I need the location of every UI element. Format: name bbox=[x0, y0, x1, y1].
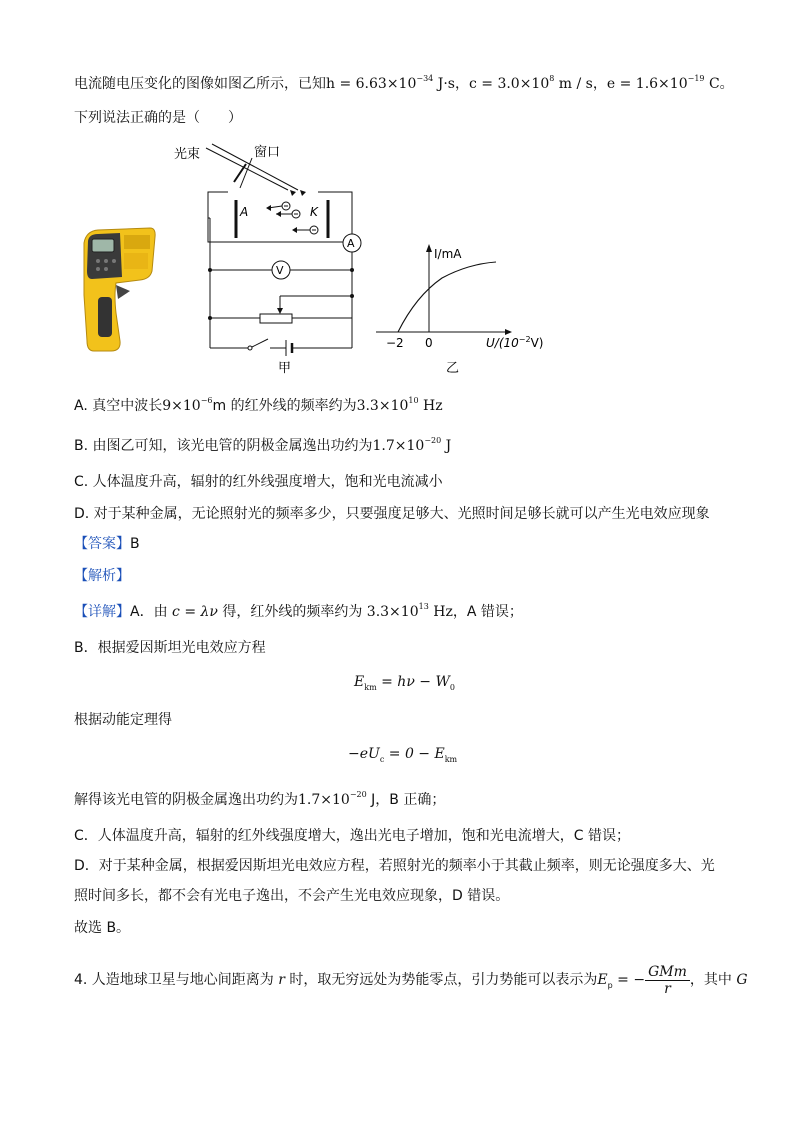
infrared-thermometer-image bbox=[78, 225, 158, 353]
intro-text: 电流随电压变化的图像如图乙所示，已知 bbox=[74, 76, 326, 92]
option-b: B. 由图乙可知，该光电管的阴极金属逸出功约为$1.7\times 10^{-20}$ J bbox=[74, 436, 452, 454]
detail-b-kinetic: 根据动能定理得 bbox=[74, 712, 172, 728]
figure-jia-caption: 甲 bbox=[278, 361, 292, 376]
y-axis-label: I/mA bbox=[434, 247, 462, 261]
switch-symbol bbox=[252, 339, 268, 347]
ammeter-label: A bbox=[347, 237, 355, 250]
intro-line-1: 电流随电压变化的图像如图乙所示，已知$h = 6.63\times 10^{-34}$ J·s，$c = 3.0\times 10^8$ m / s，$e = 1.6\times 10^{-19}$ C。 bbox=[74, 74, 734, 92]
answer-value: B bbox=[130, 536, 140, 552]
window-label: 窗口 bbox=[254, 145, 281, 160]
phototube-box bbox=[208, 192, 352, 242]
planck-constant: $h = 6.63\times 10^{-34}$ J·s bbox=[326, 74, 455, 92]
answer-tag: 【答案】 bbox=[74, 536, 130, 552]
x-axis-label: $U/(10^{-2}V)$ bbox=[486, 335, 544, 350]
analysis-tag: 【解析】 bbox=[74, 568, 130, 584]
potential-energy-fraction: $\frac{\text{GMm}}{r}$ bbox=[645, 964, 690, 997]
conclusion: 故选 B。 bbox=[74, 920, 131, 936]
anode-label: A bbox=[240, 205, 249, 219]
equation-kinetic: $-eU_c = 0 - E_{km}$ bbox=[348, 746, 458, 764]
voltmeter-label: V bbox=[276, 264, 284, 277]
detail-a: 【详解】A．由 c = λν 得，红外线的频率约为 $3.3\times 10^{13}$ Hz，A 错误； bbox=[74, 602, 523, 620]
question-4: 4. 人造地球卫星与地心间距离为 r 时，取无穷远处为势能零点，引力势能可以表示为$E_p$ = − $\frac{\text{GMm}}{r}$ ，其中 G bbox=[74, 963, 748, 997]
speed-of-light: $c = 3.0\times 10^8$ m / s bbox=[468, 74, 593, 92]
equation-photoelectric: $E_{km} = h\nu - W_0$ bbox=[354, 674, 455, 692]
option-d: D. 对于某种金属，无论照射光的频率多少，只要强度足够大、光照时间足够长就可以产生光电效应现象 bbox=[74, 506, 710, 522]
circuit-diagram bbox=[168, 138, 368, 378]
window-slit bbox=[234, 164, 246, 182]
detail-c: C．人体温度升高，辐射的红外线强度增大，逸出光电子增加，饱和光电流增大，C 错误； bbox=[74, 828, 630, 844]
question-prompt: 下列说法正确的是（ ） bbox=[74, 110, 242, 126]
rheostat-symbol bbox=[260, 314, 292, 323]
detail-d-1: D．对于某种金属，根据爱因斯坦光电效应方程，若照射光的频率小于其截止频率，则无论强度多大、光 bbox=[74, 858, 715, 874]
answer-line bbox=[74, 534, 140, 554]
iu-graph bbox=[372, 240, 552, 380]
iu-curve bbox=[398, 262, 496, 332]
cathode-label: K bbox=[310, 205, 318, 219]
option-c: C. 人体温度升高，辐射的红外线强度增大，饱和光电流减小 bbox=[74, 474, 443, 490]
elementary-charge: $e = 1.6\times 10^{-19}$ C bbox=[606, 74, 720, 92]
figure-yi-caption: 乙 bbox=[446, 361, 460, 376]
tick-neg-2: −2 bbox=[386, 336, 404, 350]
beam-label: 光束 bbox=[174, 147, 201, 162]
detail-b-intro: B．根据爱因斯坦光电效应方程 bbox=[74, 640, 266, 656]
option-a: A. 真空中波长$9\times 10^{-6}m$ 的红外线的频率约为$3.3\times 10^{10}$ Hz bbox=[74, 396, 443, 414]
tick-zero: 0 bbox=[425, 336, 433, 350]
detail-b-result: 解得该光电管的阴极金属逸出功约为$1.7\times 10^{-20}$ J，B 正确； bbox=[74, 790, 446, 808]
detail-d-2: 照时间多长，都不会有光电子逸出，不会产生光电效应现象，D 错误。 bbox=[74, 888, 510, 904]
